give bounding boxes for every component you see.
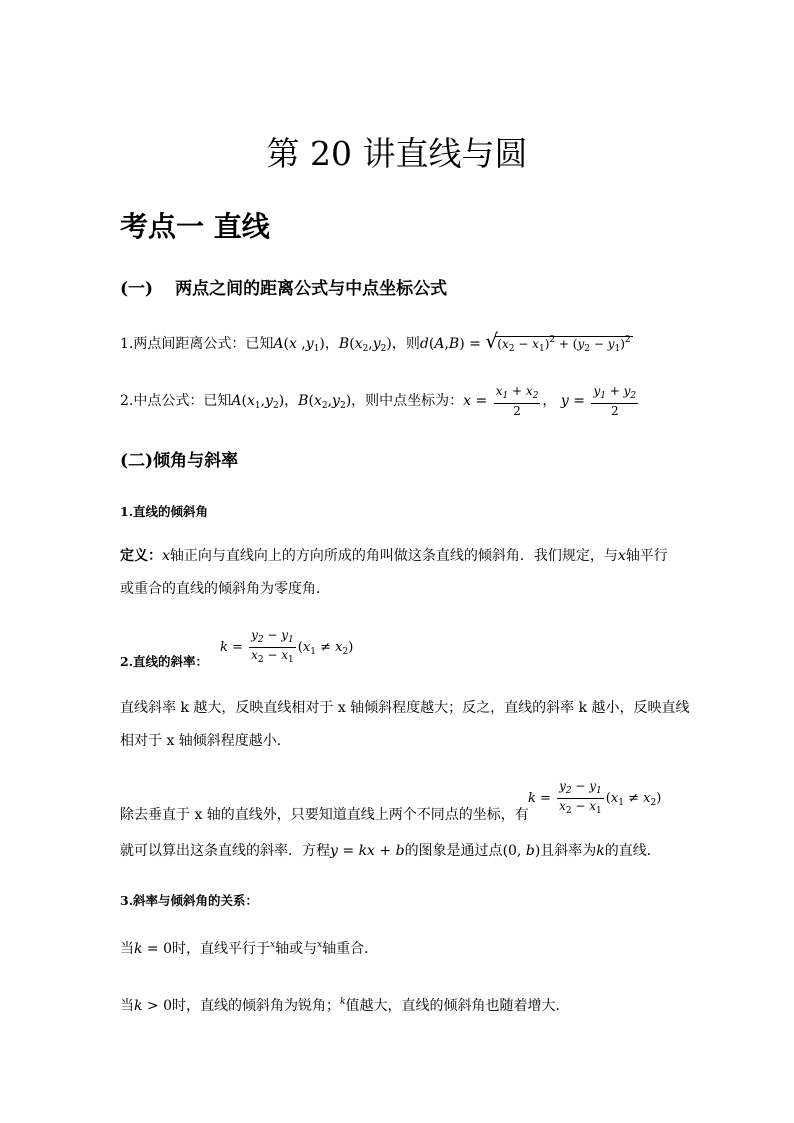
distance-label: 1.两点间距离公式：已知 bbox=[120, 336, 274, 352]
midpoint-x-fraction: $\frac{x_1 + x_2}{2}$ bbox=[495, 384, 539, 418]
subsection-heading-2: (二)倾角与斜率 bbox=[120, 451, 239, 471]
sqrt-expression: √ $(x_2 - x_1)^2 + (y_2 - y_1)^2$ bbox=[485, 329, 631, 354]
midpoint-label: 2.中点公式：已知 bbox=[120, 393, 232, 409]
point-a: A bbox=[273, 336, 284, 352]
definition-line-1: 定义：x轴正向与直线向上的方向所成的角叫做这条直线的倾斜角．我们规定，与x轴平行 bbox=[120, 548, 668, 564]
midpoint-formula-line: 2.中点公式：已知$A(x_1,y_2)$，$B(x_2,y_2)$，则中点坐标为：x = $\frac{x_1 + x_2}{2}$ ， y = $\frac{y_1 + y_2}{2}$ bbox=[120, 384, 637, 418]
slope-paragraph2-line-1: 除去垂直于 x 轴的直线外，只要知道直线上两个不同点的坐标，有 bbox=[120, 807, 529, 823]
midpoint-y-fraction: $\frac{y_1 + y_2}{2}$ bbox=[593, 384, 637, 418]
relation-heading: 3.斜率与倾斜角的关系： bbox=[120, 893, 259, 908]
slope-paragraph-line-2: 相对于 x 轴倾斜程度越小． bbox=[120, 733, 291, 749]
section-heading: 考点一 直线 bbox=[120, 210, 270, 243]
relation-line-1: 当k = 0时，直线平行于$^x$轴或与$^x$轴重合． bbox=[120, 940, 379, 957]
slope-paragraph2-line-2: 就可以算出这条直线的斜率．方程y = kx + b的图象是通过点(0, b)且斜率为k的直线． bbox=[120, 843, 661, 859]
subsection-title: 两点之间的距离公式与中点坐标公式 bbox=[175, 279, 448, 299]
slope-formula-2: k = $\frac{y_2 - y_1}{x_2 - x_1}$ $(x_1 \ne x_2)$ bbox=[528, 779, 662, 816]
slope-paragraph-line-1: 直线斜率 k 越大，反映直线相对于 x 轴倾斜程度越大；反之，直线的斜率 k 越小，反映直线 bbox=[120, 700, 690, 716]
page-title: 第 20 讲直线与圆 bbox=[266, 134, 528, 173]
inclination-heading: 1.直线的倾斜角 bbox=[120, 504, 209, 519]
definition-line-2: 或重合的直线的倾斜角为零度角． bbox=[120, 581, 330, 597]
definition-label: 定义： bbox=[120, 548, 162, 564]
subsection-heading-1 bbox=[120, 274, 447, 299]
distance-formula-line: 1.两点间距离公式：已知A(x $,y_1$)，$B(x_2,y_2)$，则d(A,B) = √ $(x_2 - x_1)^2 + (y_2 - y_1)^2$ bbox=[120, 329, 631, 354]
slope-formula: k = $\frac{y_2 - y_1}{x_2 - x_1}$ $(x_1 \ne x_2)$ bbox=[220, 628, 354, 665]
subsection-number: (一) bbox=[120, 279, 154, 299]
relation-line-2: 当k > 0时，直线的倾斜角为锐角；$^k$值越大，直线的倾斜角也随着增大． bbox=[120, 997, 570, 1014]
slope-heading: 2.直线的斜率： bbox=[120, 654, 209, 669]
